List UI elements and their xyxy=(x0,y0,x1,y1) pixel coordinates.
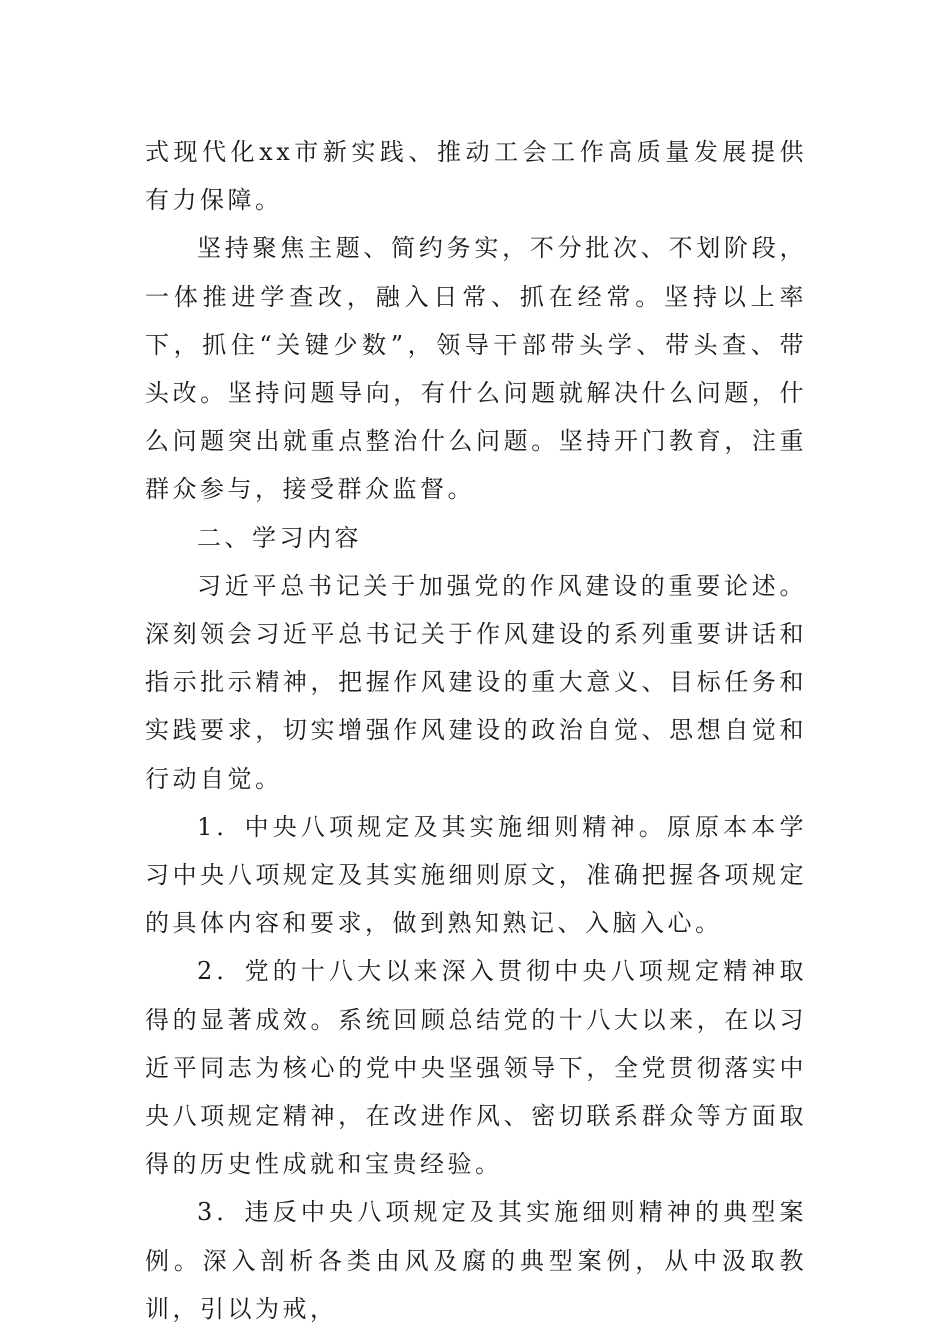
paragraph-principles: 坚持聚焦主题、简约务实，不分批次、不划阶段，一体推进学查改，融入日常、抓在经常。坚持以上率下，抓住“关键少数”，领导干部带头学、带头查、带头改。坚持问题导向，有什么问题就解决什么问题，什么问题突出就重点整治什么问题。坚持开门教育，注重群众参与，接受群众监督。 xyxy=(145,234,807,504)
paragraph-item-2: 2．党的十八大以来深入贯彻中央八项规定精神取得的显著成效。系统回顾总结党的十八大以来，在以习近平同志为核心的党中央坚强领导下，全党贯彻落实中央八项规定精神，在改进作风、密切联系群众等方面取得的历史性成就和宝贵经验。 xyxy=(145,957,807,1179)
paragraph-item-3: 3．违反中央八项规定及其实施细则精神的典型案例。深入剖析各类由风及腐的典型案例，从中汲取教训，引以为戒， xyxy=(145,1198,807,1323)
section-heading-learning-content: 二、学习内容 xyxy=(197,523,362,552)
paragraph-item-1: 1．中央八项规定及其实施细则精神。原原本本学习中央八项规定及其实施细则原文，准确把握各项规定的具体内容和要求，做到熟知熟记、入脑入心。 xyxy=(145,812,807,938)
paragraph-xi-discourse: 习近平总书记关于加强党的作风建设的重要论述。深刻领会习近平总书记关于作风建设的系列重要讲话和指示批示精神，把握作风建设的重大意义、目标任务和实践要求，切实增强作风建设的政治自觉、思想自觉和行动自觉。 xyxy=(145,571,807,793)
document-body xyxy=(145,128,807,1333)
paragraph-continuation: 式现代化xx市新实践、推动工会工作高质量发展提供有力保障。 xyxy=(145,138,807,215)
